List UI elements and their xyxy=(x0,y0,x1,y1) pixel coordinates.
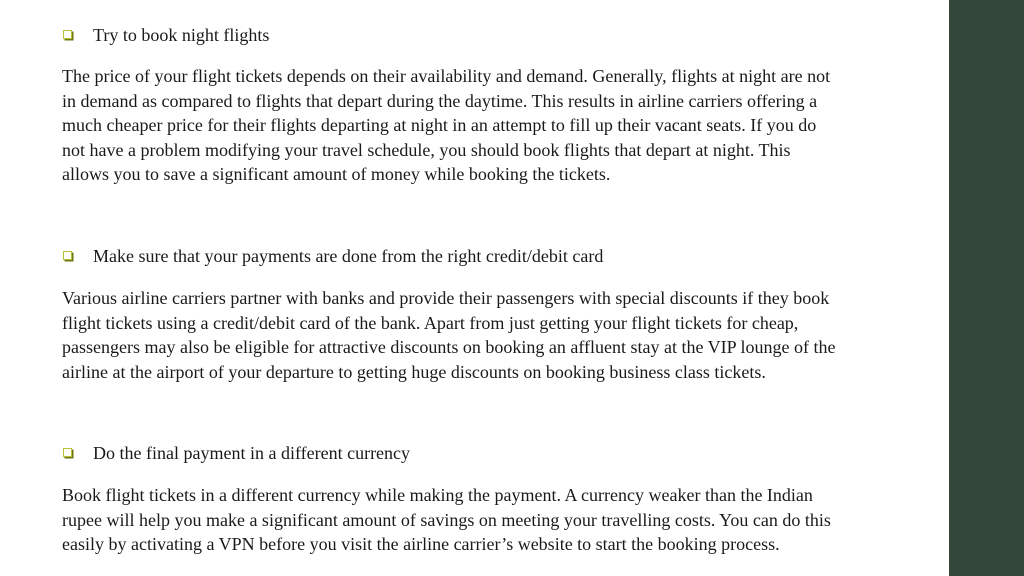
paragraph-line: much cheaper price for their flights departing at night in an attempt to fill up their vacant seats. If you do xyxy=(62,115,817,135)
paragraph-line: The price of your flight tickets depends on their availability and demand. Generally, flights at night are not xyxy=(62,66,831,86)
paragraph-line: rupee will help you make a significant amount of savings on meeting your travelling costs. You can do this xyxy=(62,509,831,530)
paragraph-line: Book flight tickets in a different currency while making the payment. A currency weaker than the Indian xyxy=(62,485,813,505)
paragraph-line: in demand as compared to flights that depart during the daytime. This results in airline carriers offering a xyxy=(62,90,818,111)
section-paragraph xyxy=(62,64,967,187)
section-heading: Make sure that your payments are done from the right credit/debit card xyxy=(93,246,604,266)
paragraph-line: allows you to save a significant amount of money while booking the tickets. xyxy=(62,164,611,184)
section-heading: Try to book night flights xyxy=(93,25,270,45)
checkbox-bullet-icon xyxy=(63,448,72,457)
checkbox-bullet-icon xyxy=(63,30,72,39)
section-heading: Do the final payment in a different currency xyxy=(93,443,411,463)
paragraph-line: flight tickets using a credit/debit card of the bank. Apart from just getting your flight tickets for cheap, xyxy=(62,312,799,333)
paragraph-line: airline at the airport of your departure to getting huge discounts on booking business class tickets. xyxy=(62,361,766,382)
section-paragraph xyxy=(62,286,967,384)
paragraph-line: Various airline carriers partner with banks and provide their passengers with special discounts if they book xyxy=(62,288,830,308)
paragraph-line: passengers may also be eligible for attractive discounts on booking an affluent stay at the VIP lounge of the xyxy=(62,337,836,357)
paragraph-line: not have a problem modifying your travel schedule, you should book flights that depart at night. This xyxy=(62,139,791,160)
section-paragraph xyxy=(62,483,967,557)
paragraph-line: easily by activating a VPN before you visit the airline carrier’s website to start the booking process. xyxy=(62,534,780,554)
checkbox-bullet-icon xyxy=(63,251,72,260)
